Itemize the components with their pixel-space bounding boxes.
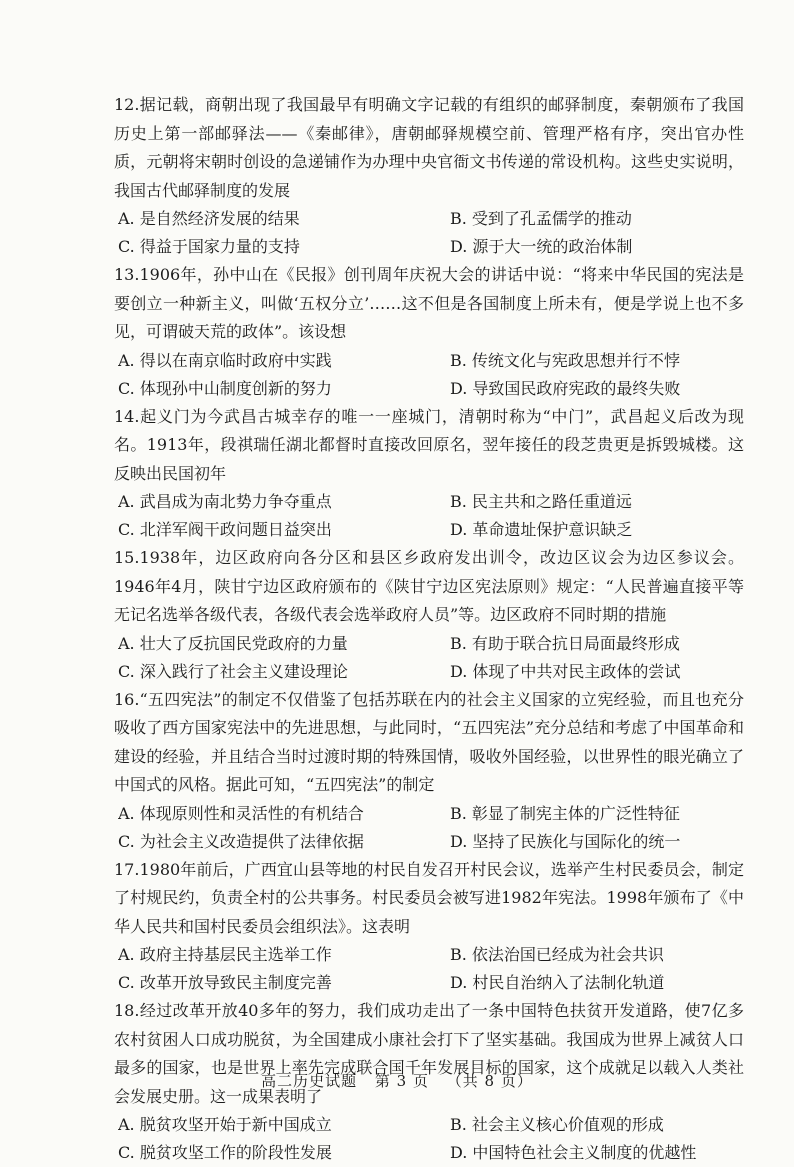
question-stem [114, 91, 744, 205]
answer-options [114, 1111, 744, 1167]
option-a: A. 得以在南京临时政府中实践 [118, 350, 332, 370]
option-d: D. 坚持了民族化与国际化的统一 [450, 831, 681, 851]
question-stem [114, 686, 744, 800]
footer-page-number: 第 3 页 [374, 1072, 429, 1090]
option-b: B. 依法治国已经成为社会共识 [450, 945, 664, 964]
option-a: A. 壮大了反抗国民党政府的力量 [118, 633, 348, 653]
option-b: B. 有助于联合抗日局面最终形成 [450, 633, 680, 653]
option-c: C. 改革开放导致民主制度完善 [118, 973, 332, 992]
question-16 [114, 686, 744, 856]
page-footer [0, 1070, 794, 1091]
question-14 [114, 403, 744, 545]
footer-subject: 高二历史试题 [261, 1072, 358, 1090]
question-15 [114, 544, 744, 686]
question-text: 1938年，边区政府向各分区和县区乡政府发出训令，改边区议会为边区参议会。1946年4月，陕甘宁边区政府颁布的《陕甘宁边区宪法原则》规定：“人民普遍直接平等无记名选举各级代表，各级代表会选举政府人员”等。边区政府不同时期的措施 [114, 548, 744, 624]
option-b: B. 受到了孔孟儒学的推动 [450, 209, 632, 228]
question-number: 16. [114, 689, 140, 709]
option-d: D. 体现了中共对民主政体的尝试 [450, 661, 681, 681]
answer-options [114, 488, 744, 544]
question-stem [114, 261, 744, 347]
question-text: 经过改革开放40多年的努力，我们成功走出了一条中国特色扶贫开发道路，使7亿多农村贫困人口成功脱贫，为全国建成小康社会打下了坚实基础。我国成为世界上减贫人口最多的国家，也是世界上率先完成联合国千年发展目标的国家，这个成就足以载入人类社会发展史册。这一成果表明了 [114, 1001, 744, 1106]
option-a: A. 体现原则性和灵活性的有机结合 [118, 803, 364, 823]
option-b: B. 社会主义核心价值观的形成 [450, 1115, 664, 1134]
question-12 [114, 91, 744, 261]
question-number: 17. [114, 859, 140, 879]
question-number: 18. [114, 1001, 140, 1020]
option-a: A. 脱贫攻坚开始于新中国成立 [118, 1115, 332, 1134]
answer-options [114, 205, 744, 261]
question-number: 13. [114, 265, 140, 284]
option-c: C. 深入践行了社会主义建设理论 [118, 661, 348, 681]
answer-options [114, 800, 744, 856]
question-number: 14. [114, 406, 140, 426]
question-list [114, 91, 744, 1167]
option-d: D. 源于大一统的政治体制 [450, 237, 633, 256]
option-d: D. 中国特色社会主义制度的优越性 [450, 1143, 697, 1162]
question-text: 据记载，商朝出现了我国最早有明确文字记载的有组织的邮驿制度，秦朝颁布了我国历史上第一部邮驿法——《秦邮律》，唐朝邮驿规模空前、管理严格有序，突出官办性质，元朝将宋朝时创设的急递铺作为办理中央官衙文书传递的常设机构。这些史实说明，我国古代邮驿制度的发展 [114, 95, 744, 200]
question-number: 12. [114, 95, 140, 114]
option-b: B. 传统文化与宪政思想并行不悖 [450, 350, 680, 370]
question-stem [114, 997, 744, 1111]
option-d: D. 村民自治纳入了法制化轨道 [450, 973, 665, 992]
option-a: A. 政府主持基层民主选举工作 [118, 945, 332, 964]
option-c: C. 体现孙中山制度创新的努力 [118, 378, 332, 398]
footer-total-pages: （共 8 页） [446, 1072, 533, 1090]
question-17 [114, 856, 744, 998]
option-c: C. 北洋军阀干政问题日益突出 [118, 520, 332, 539]
question-text: 1980年前后，广西宜山县等地的村民自发召开村民会议，选举产生村民委员会，制定了村规民约，负责全村的公共事务。村民委员会被写进1982年宪法。1998年颁布了《中华人民共和国村民委员会组织法》。这表明 [114, 859, 744, 936]
question-number: 15. [114, 548, 140, 567]
question-text: 1906年，孙中山在《民报》创刊周年庆祝大会的讲话中说：“将来中华民国的宪法是要创立一种新主义，叫做‘五权分立’……这不但是各国制度上所未有，便是学说上也不多见，可谓破天荒的政体”。该设想 [114, 265, 744, 341]
option-b: B. 民主共和之路任重道远 [450, 492, 632, 511]
option-a: A. 武昌成为南北势力争夺重点 [118, 492, 332, 511]
question-text: 起义门为今武昌古城幸存的唯一一座城门，清朝时称为“中门”，武昌起义后改为现名。1913年，段祺瑞任湖北都督时直接改回原名，翌年接任的段芝贵更是拆毁城楼。这反映出民国初年 [114, 406, 744, 483]
option-c: C. 为社会主义改造提供了法律依据 [118, 831, 364, 851]
answer-options [114, 941, 744, 997]
question-stem [114, 544, 744, 630]
option-c: C. 脱贫攻坚工作的阶段性发展 [118, 1143, 332, 1162]
question-text: “五四宪法”的制定不仅借鉴了包括苏联在内的社会主义国家的立宪经验，而且也充分吸收了西方国家宪法中的先进思想，与此同时，“五四宪法”充分总结和考虑了中国革命和建设的经验，并且结合当时过渡时期的特殊国情，吸收外国经验，以世界性的眼光确立了中国式的风格。据此可知，“五四宪法”的制定 [114, 689, 744, 794]
answer-options [114, 347, 744, 403]
option-b: B. 彰显了制宪主体的广泛性特征 [450, 803, 680, 823]
option-c: C. 得益于国家力量的支持 [118, 237, 300, 256]
question-stem [114, 403, 744, 489]
option-a: A. 是自然经济发展的结果 [118, 209, 300, 228]
question-stem [114, 856, 744, 942]
option-d: D. 革命遗址保护意识缺乏 [450, 520, 633, 539]
question-13 [114, 261, 744, 403]
option-d: D. 导致国民政府宪政的最终失败 [450, 378, 681, 398]
answer-options [114, 630, 744, 686]
